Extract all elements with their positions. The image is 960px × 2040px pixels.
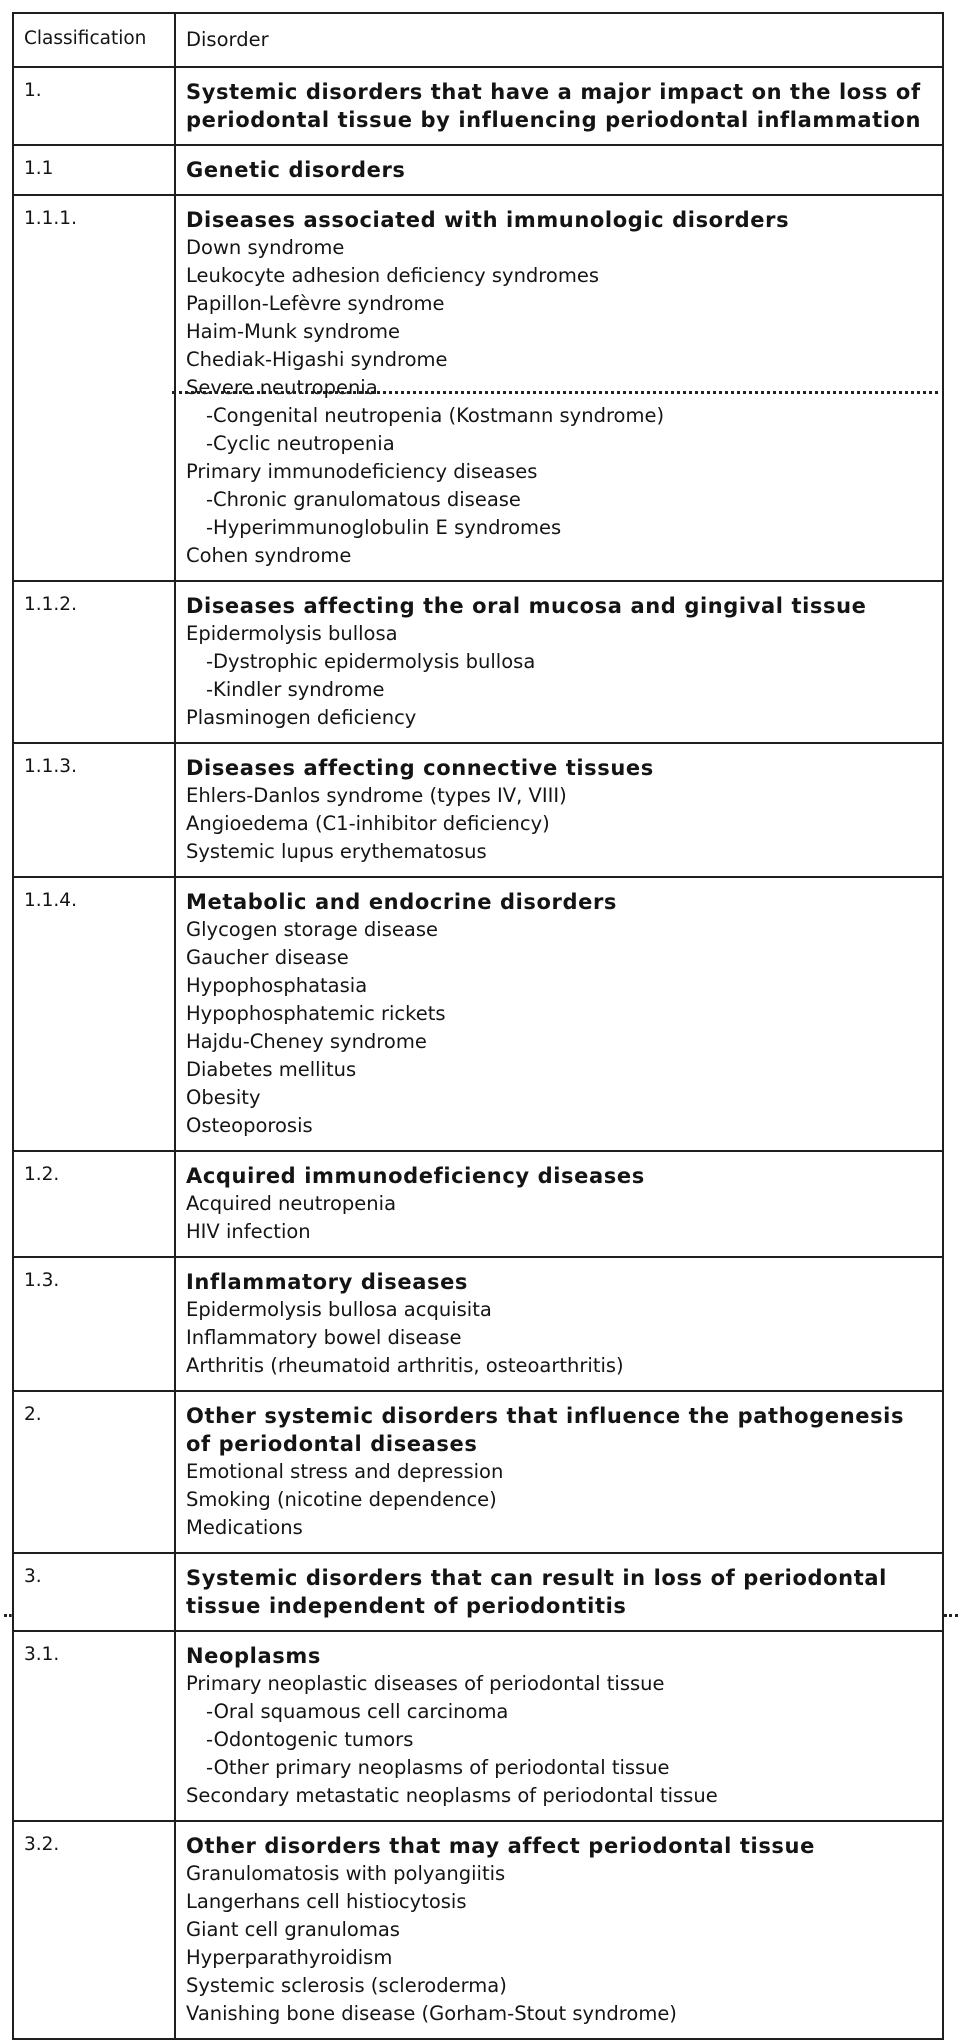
disorder-item: Giant cell granulomas (186, 1918, 400, 1941)
disorder-item: Papillon-Lefèvre syndrome (186, 292, 445, 315)
disorder-subitem: -Chronic granulomatous disease (206, 488, 521, 511)
disorder-cell (175, 1151, 943, 1257)
disorder-item: Systemic sclerosis (scleroderma) (186, 1974, 507, 1997)
disorder-item: Hajdu-Cheney syndrome (186, 1030, 427, 1053)
disorder-item: Hypophosphatasia (186, 974, 368, 997)
table-row (13, 1821, 943, 2039)
disorder-subitem: -Other primary neoplasms of periodontal tissue (206, 1756, 670, 1779)
disorder-item: Hypophosphatemic rickets (186, 1002, 446, 1025)
page-break-dotted-line-right (944, 1614, 958, 1617)
disorder-category-title: Diseases associated with immunologic disorders (186, 208, 790, 232)
disorder-item: Cohen syndrome (186, 544, 352, 567)
header-row (13, 13, 943, 67)
table-row (13, 67, 943, 145)
disorder-category-title: Diseases affecting the oral mucosa and gingival tissue (186, 594, 867, 618)
disorder-category-title: Inflammatory diseases (186, 1270, 469, 1294)
classification-cell: 1.1.2. (13, 581, 175, 743)
disorder-item: Hyperparathyroidism (186, 1946, 393, 1969)
classification-cell: 3.2. (13, 1821, 175, 2039)
disorder-subitem: -Dystrophic epidermolysis bullosa (206, 650, 536, 673)
disorder-item: HIV infection (186, 1220, 311, 1243)
disorder-item: Leukocyte adhesion deficiency syndromes (186, 264, 599, 287)
disorder-item: Vanishing bone disease (Gorham-Stout syndrome) (186, 2002, 677, 2025)
disorder-subitem: -Congenital neutropenia (Kostmann syndrome) (206, 404, 665, 427)
classification-table (12, 12, 944, 2040)
disorder-category-title: Systemic disorders that have a major impact on the loss of periodontal tissue by influencing periodontal inflammation (186, 80, 922, 132)
disorder-cell (175, 67, 943, 145)
disorder-item: Langerhans cell histiocytosis (186, 1890, 467, 1913)
table-row (13, 581, 943, 743)
classification-cell: 1.1 (13, 145, 175, 195)
disorder-category-title: Acquired immunodeficiency diseases (186, 1164, 645, 1188)
disorder-category-title: Other disorders that may affect periodontal tissue (186, 1834, 815, 1858)
disorder-category-title: Other systemic disorders that influence the pathogenesis of periodontal diseases (186, 1404, 905, 1456)
classification-cell: 1.1.3. (13, 743, 175, 877)
disorder-item: Systemic lupus erythematosus (186, 840, 487, 863)
disorder-cell (175, 877, 943, 1151)
table-body (13, 13, 943, 2039)
disorder-category-title: Metabolic and endocrine disorders (186, 890, 618, 914)
disorder-cell (175, 145, 943, 195)
disorder-subitem: -Hyperimmunoglobulin E syndromes (206, 516, 562, 539)
table-row (13, 1631, 943, 1821)
header-classification: Classification (13, 13, 175, 67)
disorder-subitem: -Cyclic neutropenia (206, 432, 395, 455)
disorder-category-title: Neoplasms (186, 1644, 321, 1668)
disorder-subitem: -Odontogenic tumors (206, 1728, 414, 1751)
disorder-item: Chediak-Higashi syndrome (186, 348, 448, 371)
disorder-subitem: -Oral squamous cell carcinoma (206, 1700, 509, 1723)
disorder-item: Angioedema (C1-inhibitor deficiency) (186, 812, 550, 835)
table-row (13, 1391, 943, 1553)
table-row (13, 743, 943, 877)
disorder-item: Inflammatory bowel disease (186, 1326, 462, 1349)
disorder-cell (175, 1553, 943, 1631)
disorder-cell (175, 1391, 943, 1553)
classification-cell: 1.1.4. (13, 877, 175, 1151)
disorder-item: Severe neutropenia (186, 376, 378, 399)
table-row (13, 145, 943, 195)
disorder-item: Epidermolysis bullosa (186, 622, 398, 645)
table-row (13, 1257, 943, 1391)
disorder-category-title: Diseases affecting connective tissues (186, 756, 654, 780)
disorder-item: Primary immunodeficiency diseases (186, 460, 538, 483)
disorder-item: Granulomatosis with polyangiitis (186, 1862, 506, 1885)
disorder-cell (175, 195, 943, 581)
disorder-item: Epidermolysis bullosa acquisita (186, 1298, 492, 1321)
table-row (13, 1553, 943, 1631)
disorder-item: Down syndrome (186, 236, 345, 259)
disorder-category-title: Systemic disorders that can result in loss of periodontal tissue independent of periodontitis (186, 1566, 887, 1618)
disorder-cell (175, 581, 943, 743)
disorder-cell (175, 743, 943, 877)
classification-cell: 1.2. (13, 1151, 175, 1257)
disorder-category-title: Genetic disorders (186, 158, 406, 182)
disorder-item: Secondary metastatic neoplasms of periodontal tissue (186, 1784, 718, 1807)
classification-cell: 1.3. (13, 1257, 175, 1391)
table-row (13, 195, 943, 581)
disorder-cell (175, 1631, 943, 1821)
page-break-dotted-line-top (172, 391, 938, 394)
disorder-item: Acquired neutropenia (186, 1192, 397, 1215)
classification-cell: 3. (13, 1553, 175, 1631)
disorder-item: Emotional stress and depression (186, 1460, 504, 1483)
disorder-item: Obesity (186, 1086, 261, 1109)
classification-cell: 3.1. (13, 1631, 175, 1821)
disorder-item: Primary neoplastic diseases of periodontal tissue (186, 1672, 665, 1695)
table-row (13, 877, 943, 1151)
disorder-item: Medications (186, 1516, 303, 1539)
page-break-dotted-line-left (4, 1614, 12, 1617)
disorder-item: Ehlers-Danlos syndrome (types IV, VIII) (186, 784, 567, 807)
disorder-item: Gaucher disease (186, 946, 349, 969)
disorder-item: Osteoporosis (186, 1114, 313, 1137)
disorder-item: Haim-Munk syndrome (186, 320, 401, 343)
classification-cell: 1. (13, 67, 175, 145)
disorder-cell (175, 1257, 943, 1391)
classification-cell: 2. (13, 1391, 175, 1553)
disorder-item: Glycogen storage disease (186, 918, 438, 941)
disorder-item: Diabetes mellitus (186, 1058, 357, 1081)
disorder-cell (175, 1821, 943, 2039)
disorder-item: Plasminogen deficiency (186, 706, 417, 729)
disorder-subitem: -Kindler syndrome (206, 678, 385, 701)
table-row (13, 1151, 943, 1257)
header-disorder: Disorder (175, 13, 943, 67)
classification-cell: 1.1.1. (13, 195, 175, 581)
disorder-item: Arthritis (rheumatoid arthritis, osteoarthritis) (186, 1354, 624, 1377)
disorder-item: Smoking (nicotine dependence) (186, 1488, 497, 1511)
